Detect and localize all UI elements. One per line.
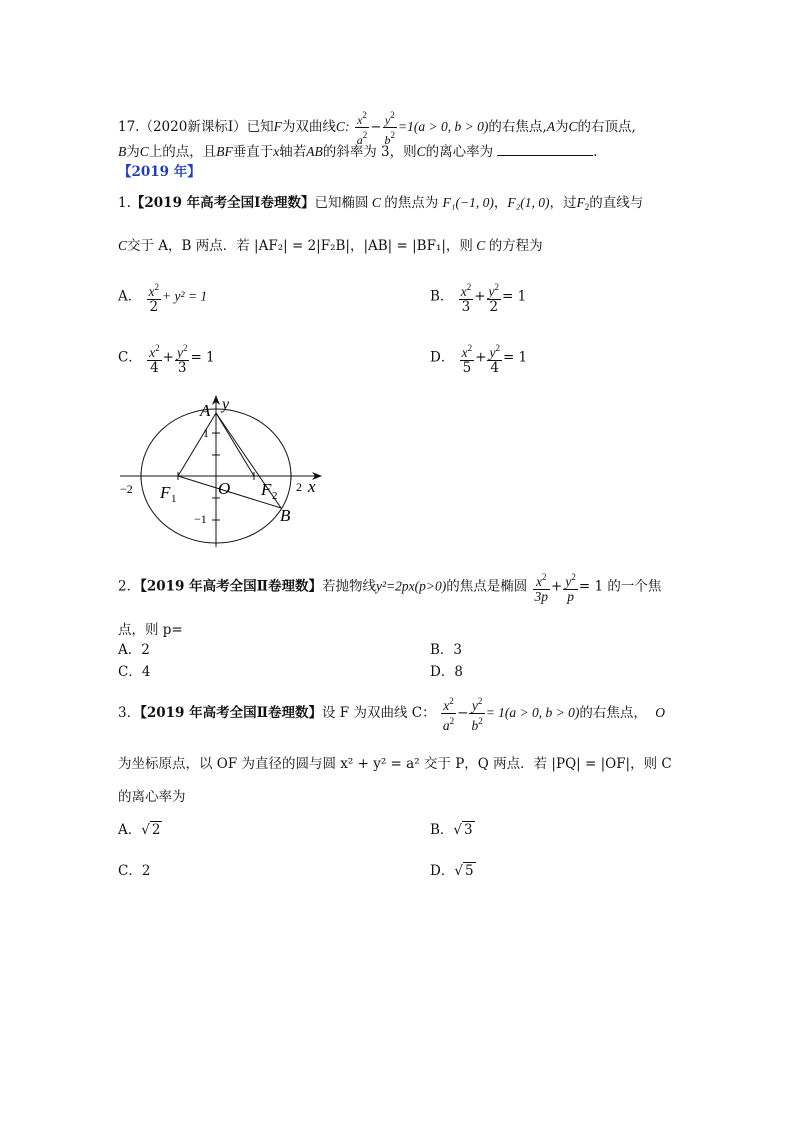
sqrt-5: √ 5 bbox=[454, 863, 474, 879]
q17-frac-x: $\frac{x^2}{a^2}$ bbox=[356, 110, 368, 147]
ellipse-figure bbox=[115, 392, 330, 552]
q2-line1: 2．【2019 年高考全国Ⅱ卷理数】若抛物线y²=2px(p>0)的焦点是椭圆 $\frac{x^2}{3p}$ + $\frac{y^2}{p}$ = 1 的一个焦 bbox=[118, 572, 662, 604]
label-2: 2 bbox=[296, 480, 302, 494]
label-F2: F bbox=[261, 480, 272, 499]
sqrt-3: √ 3 bbox=[453, 822, 473, 838]
q2-option-b[interactable]: B．3 bbox=[430, 642, 463, 658]
q1-option-a[interactable]: A． $\frac{x^2}{2}$ + y² = 1 bbox=[118, 282, 208, 315]
label-O: O bbox=[218, 479, 231, 498]
label-A: A bbox=[200, 401, 211, 420]
q17-frac-y: $\frac{y^2}{b^2}$ bbox=[384, 110, 396, 147]
q2-option-c[interactable]: C．4 bbox=[118, 664, 151, 680]
label-y: y bbox=[222, 396, 230, 413]
label-F1-sub: 1 bbox=[171, 493, 177, 505]
label-B: B bbox=[280, 506, 291, 525]
q2-option-d[interactable]: D．8 bbox=[430, 664, 463, 680]
label-F1: F bbox=[160, 483, 171, 502]
q17-line1: 17.（2020新课标Ⅰ）已知F为双曲线C: $\frac{x^2}{a^2}$ − $\frac{y^2}{b^2}$ =1(a > 0, b > 0)的右焦点,A为C的右顶点, bbox=[118, 110, 636, 147]
label-neg1: −1 bbox=[194, 512, 207, 526]
section-header-2019: 【2019 年】 bbox=[118, 164, 201, 180]
sqrt-2: √ 2 bbox=[141, 822, 161, 838]
q3-line3: 的离心率为 bbox=[118, 789, 186, 805]
label-neg2: −2 bbox=[120, 482, 133, 496]
segment-a-f2 bbox=[216, 413, 254, 476]
label-1: 1 bbox=[203, 426, 209, 440]
q1-line1: 1.【2019 年高考全国Ⅰ卷理数】已知椭圆 C 的焦点为 F₁(−1, 0)，F₂(1, 0)，过$F_2$的直线与 bbox=[118, 195, 644, 212]
label-F2-sub: 2 bbox=[272, 490, 278, 502]
q3-option-a[interactable]: A．√ 2 bbox=[118, 822, 161, 838]
q3-option-c[interactable]: C．2 bbox=[118, 863, 151, 879]
answer-blank bbox=[497, 143, 593, 156]
q1-option-d[interactable]: D． $\frac{x^2}{5}$ + $\frac{y^2}{4}$ = 1 bbox=[430, 343, 528, 376]
q1-line2: C交于 A，B 两点．若 |AF₂| = 2|F₂B|，|AB| = |BF₁|，则 C 的方程为 bbox=[118, 238, 543, 254]
q1-option-b[interactable]: B． $\frac{x^2}{3}$ + $\frac{y^2}{2}$ = 1 bbox=[430, 282, 527, 315]
q3-line1: 3．【2019 年高考全国Ⅱ卷理数】设 F 为双曲线 C： $\frac{x^2}{a^2}$ − $\frac{y^2}{b^2}$ = 1(a > 0, b > 0)的右焦点， O bbox=[118, 696, 665, 733]
q3-option-b[interactable]: B．√ 3 bbox=[430, 822, 473, 838]
q1-option-c[interactable]: C． $\frac{x^2}{4}$ + $\frac{y^2}{3}$ = 1 bbox=[118, 343, 215, 376]
q17-line2: B为C上的点，且BF垂直于x轴若AB的斜率为 3，则C的离心率为 . bbox=[118, 144, 598, 160]
q2-line2: 点，则 p= bbox=[118, 622, 183, 638]
q3-option-d[interactable]: D．√ 5 bbox=[430, 863, 474, 879]
q3-line2: 为坐标原点，以 OF 为直径的圆与圆 x² + y² = a² 交于 P，Q 两点．若 |PQ| = |OF|，则 C bbox=[118, 756, 672, 772]
label-x: x bbox=[308, 477, 316, 496]
q2-option-a[interactable]: A．2 bbox=[118, 642, 150, 658]
